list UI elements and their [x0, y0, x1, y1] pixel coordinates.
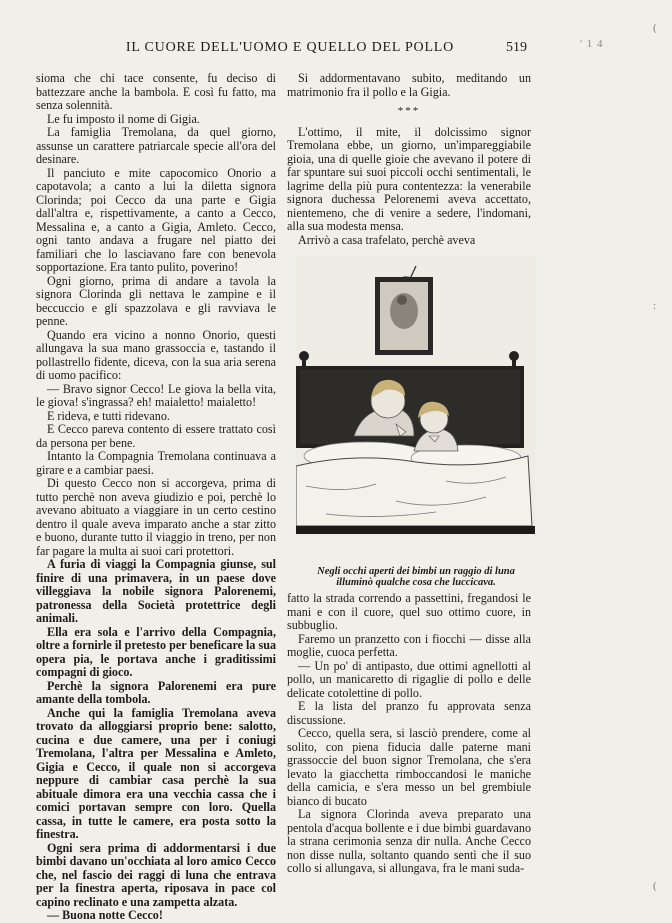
right-column-bottom	[287, 592, 531, 876]
paragraph: Ogni sera prima di addormentarsi i due bimbi davano un'occhiata al loro amico Cecco che, nel fascio dei raggi di luna che entrava per la finestra aperta, riposava in pace col capino reclinato e una zampetta alzata.	[36, 840, 276, 909]
paragraph: fatto la strada correndo a passettini, fregandosi le mani e con il cuore, quel suo ottimo cuore, in subbuglio.	[287, 591, 531, 632]
paragraph: Arrivò a casa trafelato, perchè aveva	[298, 232, 476, 247]
bed-blanket	[296, 456, 532, 526]
paragraph: L'ottimo, il mite, il dolcissimo signor Tremolana ebbe, un giorno, un'impareggiabile gioia, una di quelle gioie che avevano il potere di far spuntare sui suoi piccoli occhi sentimentali, le lagrime della più pura contentezza: la venerabile signora duchessa Pelorenemi aveva accettato, nientemeno, che di venire a sedere, l'indomani, alla sua modesta mensa.	[287, 124, 531, 233]
paragraph: Faremo un pranzetto con i fiocchi — disse alla moglie, cuoca perfetta.	[287, 631, 531, 659]
edge-mark: (	[653, 22, 657, 34]
running-title: IL CUORE DELL'UOMO E QUELLO DEL POLLO	[125, 40, 455, 55]
paragraph: Di questo Cecco non si accorgeva, prima di tutto perchè non aveva giudizio e poi, perchè lo avevano abituato a viaggiare in un certo cestino dentro il quale aveva imparato anche a star zitto e buono, durante tutto il viaggio in treno, per non far pagare la multa ai suoi cari protettori.	[36, 476, 276, 558]
paragraph: Si addormentavano subito, meditando un matrimonio fra il pollo e la Gigia.	[287, 71, 531, 99]
illustration-caption: Negli occhi aperti dei bimbi un raggio di luna illuminò qualche cosa che luccicava.	[317, 566, 515, 588]
page-number: 519	[506, 40, 527, 55]
paragraph: E rideva, e tutti ridevano.	[47, 408, 170, 423]
page-header	[0, 40, 672, 66]
paragraph: E Cecco pareva contento di essere trattato così da persona per bene.	[36, 422, 276, 450]
paragraph: A furia di viaggi la Compagnia giunse, sul finire di una primavera, in un paese dove villeggiava la nobile signora Palorenemi, patronessa della Società protettrice degli animali.	[36, 557, 276, 625]
paragraph: La signora Clorinda aveva preparato una pentola d'acqua bollente e i due bimbi guardavano la strana cerimonia senza dir nulla. Anche Cecco non disse nulla, soltanto quando sentì che il suo collo si allungava, si allungava, fra le mani suda-	[287, 807, 531, 875]
right-column-top	[287, 72, 531, 247]
section-separator: ***	[397, 105, 421, 117]
paragraph: La famiglia Tremolana, da quel giorno, assunse un carattere patriarcale specie all'ora del desinare.	[36, 125, 276, 166]
paragraph: — Un po' di antipasto, due ottimi agnellotti al pollo, un manicaretto di rigaglie di pollo e delle delicate cotolettine di pollo.	[287, 658, 531, 700]
edge-mark: (	[653, 880, 657, 892]
illustration-children-in-bed	[296, 256, 535, 534]
paragraph: Cecco, quella sera, si lasciò prendere, come al solito, con piena fiducia dalle paterne mani grassoccie del buon signor Tremolana, che s'era levato la giacchetta rimboccandosi le maniche della camicia, e s'era messo un bel grembiule bianco di bucato	[287, 726, 531, 808]
paragraph: Quando era vicino a nonno Onorio, questi allungava la sua mano grassoccia e, tastando il pollastrello fidente, diceva, con la sua aria serena di uomo pacifico:	[36, 327, 276, 382]
margin-pencil-note: ' 1 4	[580, 38, 604, 50]
paragraph: sioma che chi tace consente, fu deciso di battezzare anche la bambola. E così fu fatto, ma senza solennità.	[36, 71, 276, 112]
paragraph: Perchè la signora Palorenemi era pure amante della tombola.	[36, 678, 276, 706]
paragraph: Ogni giorno, prima di andare a tavola la signora Clorinda gli nettava le zampine e il beccuccio e gli spazzolava e gli ravviava le penne.	[36, 273, 276, 328]
paragraph: Intanto la Compagnia Tremolana continuava a girare e a cambiar paesi.	[36, 449, 276, 477]
paragraph: Anche qui la famiglia Tremolana aveva trovato da alloggiarsi proprio bene: salotto, cucina e due camere, una per i coniugi Tremolana, l'altra per Messalina e Amleto, Gigia e Cecco, il quale non si accorgeva neppure di cambiar casa perchè la sua abituale dimora era una vecchia cassa che i comici portavan sempre con loro. Quella cassa, in tutte le camere, era posta sotto la finestra.	[36, 705, 276, 841]
paragraph: — Bravo signor Cecco! Le giova la bella vita, le giova! s'ingrassa? eh! maialetto! maialetto!	[36, 381, 276, 409]
framed-madonna-picture	[375, 277, 433, 355]
paragraph: E la lista del pranzo fu approvata senza discussione.	[287, 699, 531, 727]
paragraph: Ella era sola e l'arrivo della Compagnia, oltre a fornirle il pretesto per beneficare la sua opera pia, le portava anche i graditissimi compagni di gioco.	[36, 624, 276, 679]
paragraph: — Buona notte Cecco!	[47, 908, 163, 922]
paragraph: Il panciuto e mite capocomico Onorio a capotavola; a canto a lui la diletta signora Clorinda; poi Cecco da una parte e Gigia dall'altra e, rispettivamente, a canto a Cecco, Messalina e, a canto a Gigia, Amleto. Cecco, ogni tanto andava a frugare nel piatto dei familiari che lo lasciavano fare con benevola sopportazione. Era tanto pulito, poverino!	[36, 165, 276, 274]
edge-mark: :	[653, 300, 657, 312]
left-column	[36, 72, 276, 923]
paragraph: Le fu imposto il nome di Gigia.	[47, 111, 200, 126]
